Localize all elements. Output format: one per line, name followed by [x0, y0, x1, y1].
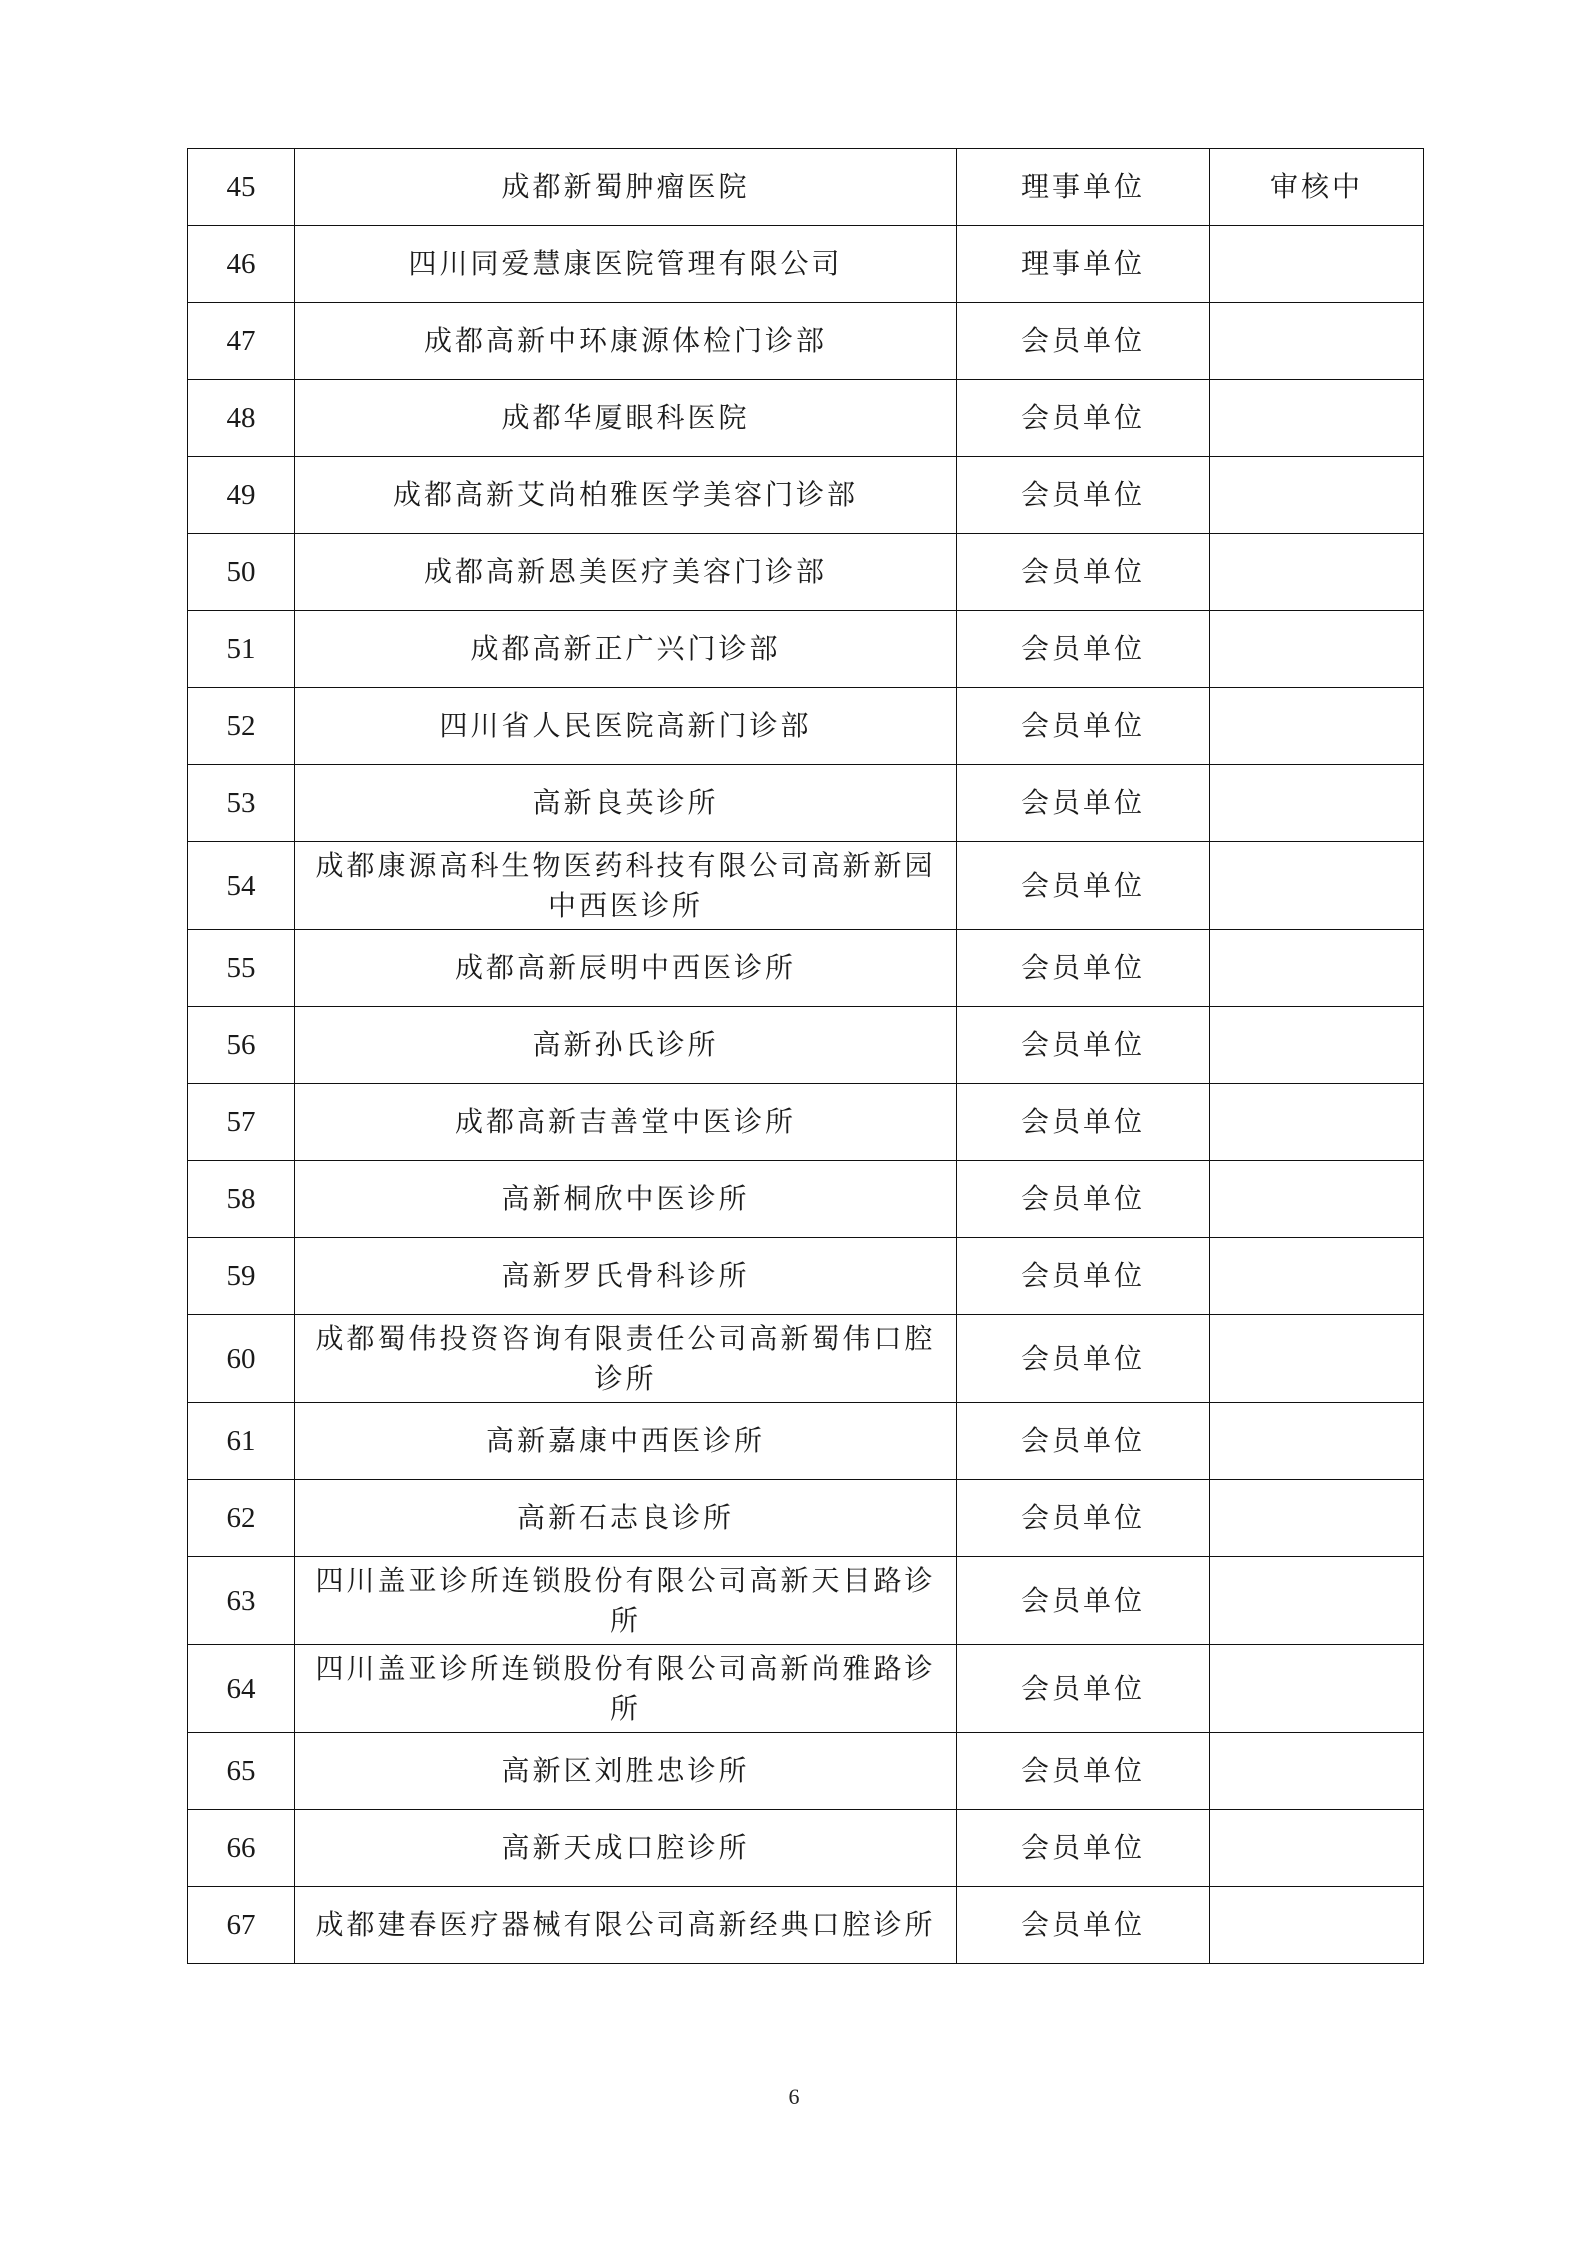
- table-row: [188, 688, 1424, 765]
- unit-status: [1210, 688, 1424, 765]
- unit-status: 审核中: [1210, 149, 1424, 226]
- table-row: [188, 1645, 1424, 1733]
- row-number: 57: [188, 1084, 295, 1161]
- unit-name: 成都新蜀肿瘤医院: [295, 149, 957, 226]
- unit-type: 会员单位: [957, 1645, 1210, 1733]
- page-number: 6: [788, 2084, 800, 2109]
- unit-type: 会员单位: [957, 1161, 1210, 1238]
- table-row: [188, 226, 1424, 303]
- row-number: 55: [188, 930, 295, 1007]
- unit-name: 成都高新吉善堂中医诊所: [295, 1084, 957, 1161]
- unit-name: 成都高新辰明中西医诊所: [295, 930, 957, 1007]
- unit-type: 会员单位: [957, 1480, 1210, 1557]
- unit-name: 高新孙氏诊所: [295, 1007, 957, 1084]
- unit-name: 成都高新正广兴门诊部: [295, 611, 957, 688]
- unit-type: 会员单位: [957, 1238, 1210, 1315]
- table-row: [188, 1007, 1424, 1084]
- unit-type: 会员单位: [957, 1315, 1210, 1403]
- row-number: 60: [188, 1315, 295, 1403]
- unit-status: [1210, 457, 1424, 534]
- unit-status: [1210, 842, 1424, 930]
- table-row: [188, 303, 1424, 380]
- unit-status: [1210, 1645, 1424, 1733]
- row-number: 61: [188, 1403, 295, 1480]
- unit-type: 会员单位: [957, 1733, 1210, 1810]
- unit-status: [1210, 226, 1424, 303]
- row-number: 53: [188, 765, 295, 842]
- unit-name: 成都高新艾尚柏雅医学美容门诊部: [295, 457, 957, 534]
- table-row: [188, 149, 1424, 226]
- unit-status: [1210, 1810, 1424, 1887]
- unit-status: [1210, 1084, 1424, 1161]
- unit-type: 会员单位: [957, 842, 1210, 930]
- table-row: [188, 1557, 1424, 1645]
- unit-type: 会员单位: [957, 688, 1210, 765]
- row-number: 49: [188, 457, 295, 534]
- table-row: [188, 611, 1424, 688]
- table-row: [188, 1161, 1424, 1238]
- table-row: [188, 1480, 1424, 1557]
- table-row: [188, 1733, 1424, 1810]
- unit-type: 会员单位: [957, 1084, 1210, 1161]
- member-table-body: [188, 149, 1424, 1964]
- unit-status: [1210, 1007, 1424, 1084]
- unit-type: 会员单位: [957, 1403, 1210, 1480]
- unit-status: [1210, 1733, 1424, 1810]
- unit-status: [1210, 1315, 1424, 1403]
- table-row: [188, 1238, 1424, 1315]
- unit-status: [1210, 930, 1424, 1007]
- unit-name: 高新桐欣中医诊所: [295, 1161, 957, 1238]
- unit-name: 四川盖亚诊所连锁股份有限公司高新天目路诊所: [295, 1557, 957, 1645]
- unit-status: [1210, 1480, 1424, 1557]
- row-number: 58: [188, 1161, 295, 1238]
- unit-type: 会员单位: [957, 1557, 1210, 1645]
- unit-name: 成都康源高科生物医药科技有限公司高新新园中西医诊所: [295, 842, 957, 930]
- unit-status: [1210, 303, 1424, 380]
- row-number: 52: [188, 688, 295, 765]
- table-row: [188, 765, 1424, 842]
- unit-name: 高新区刘胜忠诊所: [295, 1733, 957, 1810]
- table-row: [188, 1403, 1424, 1480]
- row-number: 45: [188, 149, 295, 226]
- unit-name: 四川同爱慧康医院管理有限公司: [295, 226, 957, 303]
- unit-status: [1210, 1238, 1424, 1315]
- row-number: 62: [188, 1480, 295, 1557]
- unit-name: 四川省人民医院高新门诊部: [295, 688, 957, 765]
- unit-type: 理事单位: [957, 226, 1210, 303]
- row-number: 48: [188, 380, 295, 457]
- unit-type: 会员单位: [957, 611, 1210, 688]
- unit-name: 高新嘉康中西医诊所: [295, 1403, 957, 1480]
- table-row: [188, 1084, 1424, 1161]
- row-number: 59: [188, 1238, 295, 1315]
- unit-type: 会员单位: [957, 457, 1210, 534]
- unit-name: 四川盖亚诊所连锁股份有限公司高新尚雅路诊所: [295, 1645, 957, 1733]
- unit-type: 会员单位: [957, 534, 1210, 611]
- row-number: 65: [188, 1733, 295, 1810]
- unit-type: 会员单位: [957, 380, 1210, 457]
- unit-name: 成都高新恩美医疗美容门诊部: [295, 534, 957, 611]
- table-row: [188, 534, 1424, 611]
- row-number: 51: [188, 611, 295, 688]
- row-number: 63: [188, 1557, 295, 1645]
- unit-type: 会员单位: [957, 1007, 1210, 1084]
- unit-name: 成都建春医疗器械有限公司高新经典口腔诊所: [295, 1887, 957, 1964]
- row-number: 56: [188, 1007, 295, 1084]
- unit-name: 高新天成口腔诊所: [295, 1810, 957, 1887]
- unit-status: [1210, 534, 1424, 611]
- table-row: [188, 457, 1424, 534]
- unit-name: 成都高新中环康源体检门诊部: [295, 303, 957, 380]
- member-table: [187, 148, 1424, 1964]
- table-row: [188, 1887, 1424, 1964]
- unit-status: [1210, 1403, 1424, 1480]
- unit-type: 会员单位: [957, 930, 1210, 1007]
- unit-type: 会员单位: [957, 1887, 1210, 1964]
- unit-name: 成都蜀伟投资咨询有限责任公司高新蜀伟口腔诊所: [295, 1315, 957, 1403]
- table-row: [188, 380, 1424, 457]
- unit-status: [1210, 380, 1424, 457]
- row-number: 47: [188, 303, 295, 380]
- unit-type: 会员单位: [957, 765, 1210, 842]
- unit-status: [1210, 611, 1424, 688]
- row-number: 54: [188, 842, 295, 930]
- unit-name: 高新罗氏骨科诊所: [295, 1238, 957, 1315]
- table-row: [188, 1315, 1424, 1403]
- unit-status: [1210, 1161, 1424, 1238]
- unit-status: [1210, 1887, 1424, 1964]
- row-number: 67: [188, 1887, 295, 1964]
- table-row: [188, 930, 1424, 1007]
- table-row: [188, 842, 1424, 930]
- unit-name: 高新石志良诊所: [295, 1480, 957, 1557]
- row-number: 66: [188, 1810, 295, 1887]
- unit-status: [1210, 765, 1424, 842]
- row-number: 64: [188, 1645, 295, 1733]
- row-number: 46: [188, 226, 295, 303]
- row-number: 50: [188, 534, 295, 611]
- unit-type: 会员单位: [957, 303, 1210, 380]
- unit-name: 高新良英诊所: [295, 765, 957, 842]
- table-row: [188, 1810, 1424, 1887]
- unit-status: [1210, 1557, 1424, 1645]
- unit-name: 成都华厦眼科医院: [295, 380, 957, 457]
- unit-type: 会员单位: [957, 1810, 1210, 1887]
- unit-type: 理事单位: [957, 149, 1210, 226]
